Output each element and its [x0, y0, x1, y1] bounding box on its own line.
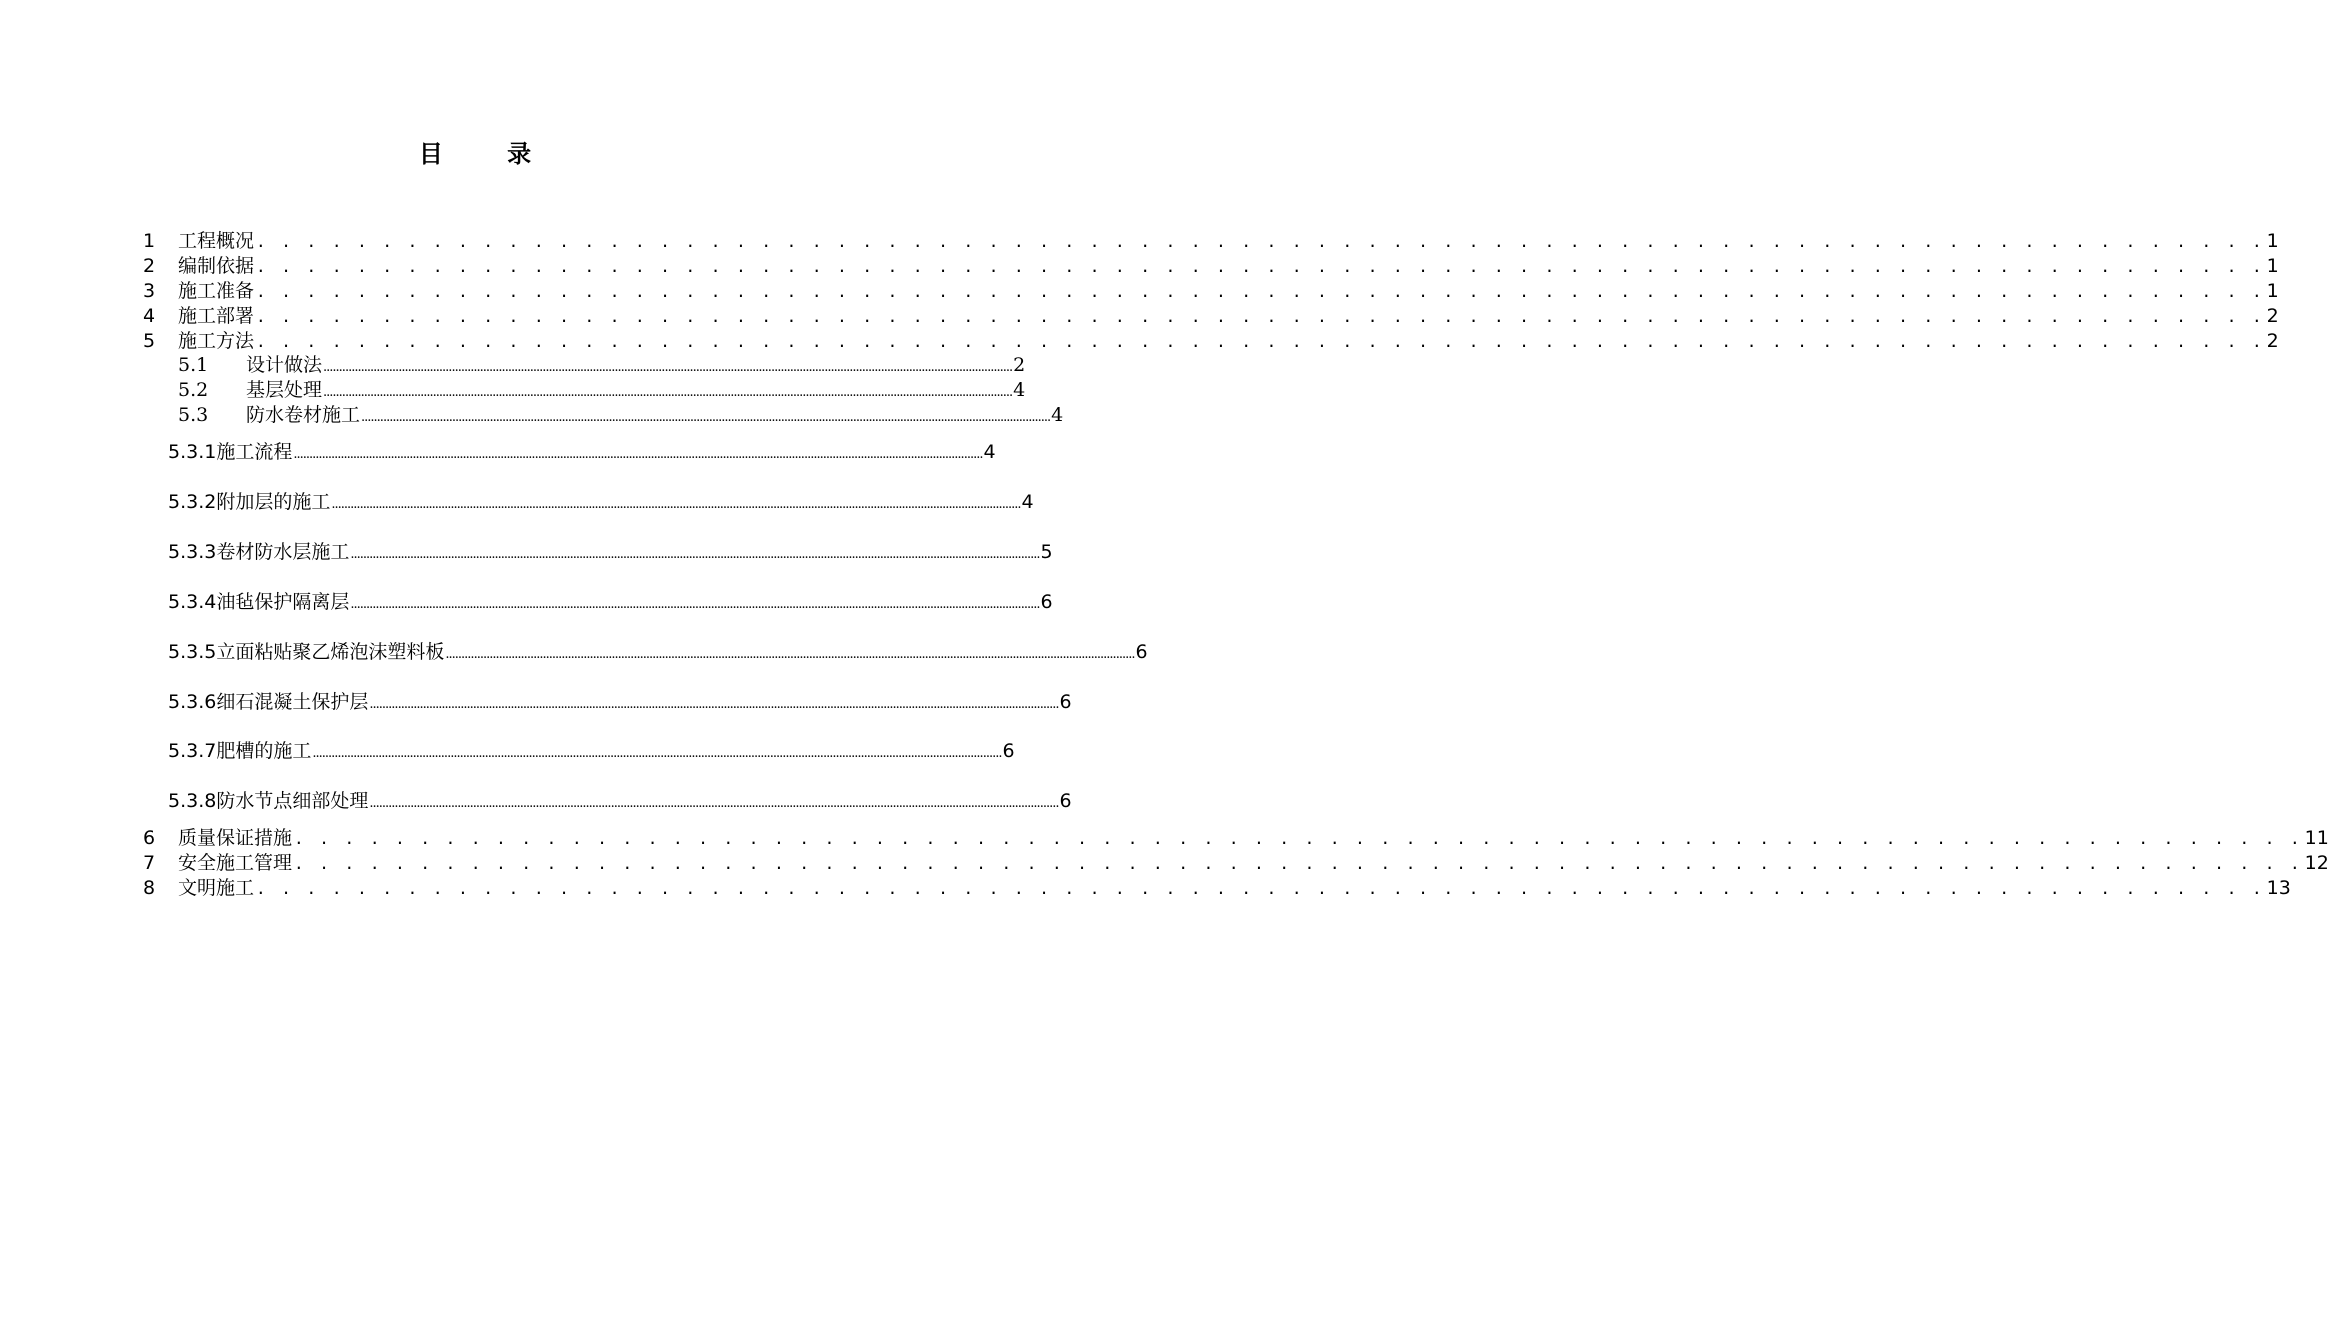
- toc-entry-number: 4: [143, 305, 156, 327]
- toc-entry-number: 6: [143, 827, 156, 849]
- toc-entry-number: 8: [143, 877, 156, 899]
- toc-entry-page: 5: [1040, 541, 1053, 563]
- toc-entry-page: 11: [2304, 827, 2329, 849]
- toc-entry-title: 安全施工管理: [178, 852, 293, 874]
- toc-entry[interactable]: [178, 400, 1064, 427]
- toc-entry-title: 油毡保护隔离层: [216, 591, 350, 613]
- toc-entry[interactable]: [143, 301, 2279, 328]
- toc-entry-number: 5.3.2: [168, 491, 217, 513]
- toc-entry-number: 5.1: [178, 354, 209, 376]
- toc-dot-leader: . . . . . . . . . . . . . . . . . . . . . . . . . . . . . . . . . . . . . . . . . . . . . . . . . . . . . . . . . . . . . . . . . . . . . . . . . . . . . . . .: [256, 282, 2265, 301]
- toc-entry-number: 5.2: [178, 379, 209, 401]
- toc-entry[interactable]: [168, 687, 1072, 714]
- toc-entry-number: 5.3: [178, 404, 209, 426]
- toc-entry[interactable]: [143, 326, 2279, 353]
- toc-entry-page: 4: [983, 441, 996, 463]
- toc-dot-leader: ............................................................................................................................................................................................................................: [323, 385, 1013, 400]
- toc-dot-leader: ............................................................................................................................................................................................................................: [369, 697, 1059, 712]
- toc-entry-number: 5.3.4: [168, 591, 217, 613]
- toc-entry-number: 3: [143, 280, 156, 302]
- toc-entry-title: 基层处理: [246, 379, 323, 401]
- toc-entry[interactable]: [168, 437, 996, 464]
- toc-entry[interactable]: [178, 350, 1026, 377]
- toc-entry-number: 5.3.8: [168, 790, 217, 812]
- toc-entry-title: 编制依据: [178, 255, 255, 277]
- toc-entry-number: 5.3.7: [168, 740, 217, 762]
- toc-entry-page: 2: [2266, 330, 2279, 352]
- toc-entry-number: 1: [143, 230, 156, 252]
- toc-entry-number: 5.3.3: [168, 541, 217, 563]
- toc-entry-title: 附加层的施工: [216, 491, 331, 513]
- toc-dot-leader: ............................................................................................................................................................................................................................: [361, 410, 1051, 425]
- toc-entry-number: 5.3.5: [168, 641, 217, 663]
- toc-entry-number: 5.3.6: [168, 691, 217, 713]
- toc-entry-title: 防水卷材施工: [246, 404, 361, 426]
- toc-entry-title: 防水节点细部处理: [216, 790, 369, 812]
- toc-entry-number: 5: [143, 330, 156, 352]
- toc-entry-page: 6: [1059, 691, 1072, 713]
- toc-entry[interactable]: [143, 823, 2329, 850]
- toc-entry[interactable]: [143, 873, 2291, 900]
- toc-entry[interactable]: [168, 587, 1053, 614]
- toc-entry[interactable]: [168, 487, 1034, 514]
- toc-entry[interactable]: [143, 226, 2279, 253]
- toc-entry[interactable]: [168, 637, 1148, 664]
- toc-entry-title: 细石混凝土保护层: [216, 691, 369, 713]
- toc-entry-title: 立面粘贴聚乙烯泡沫塑料板: [216, 641, 445, 663]
- toc-entry[interactable]: [143, 251, 2279, 278]
- toc-entry-page: 2: [2266, 305, 2279, 327]
- toc-dot-leader: ............................................................................................................................................................................................................................: [350, 547, 1040, 562]
- toc-entry-title: 施工准备: [178, 280, 255, 302]
- toc-entry-page: 6: [1002, 740, 1015, 762]
- toc-entry[interactable]: [168, 786, 1072, 813]
- page-title: 目 录: [418, 140, 560, 168]
- toc-entry-number: 7: [143, 852, 156, 874]
- toc-entry-title: 肥槽的施工: [216, 740, 312, 762]
- toc-entry[interactable]: [143, 276, 2279, 303]
- toc-dot-leader: . . . . . . . . . . . . . . . . . . . . . . . . . . . . . . . . . . . . . . . . . . . . . . . . . . . . . . . . . . . . . . . . . . . . . . . . . . . . . . . .: [256, 232, 2265, 251]
- toc-entry-title: 施工方法: [178, 330, 255, 352]
- toc-entry-page: 6: [1040, 591, 1053, 613]
- toc-entry-page: 1: [2266, 255, 2279, 277]
- toc-entry-title: 卷材防水层施工: [216, 541, 350, 563]
- toc-dot-leader: ............................................................................................................................................................................................................................: [312, 746, 1002, 761]
- toc-entry-title: 施工流程: [216, 441, 293, 463]
- toc-entry-page: 13: [2266, 877, 2291, 899]
- toc-entry-page: 4: [1013, 379, 1026, 401]
- toc-entry-title: 工程概况: [178, 230, 255, 252]
- toc-dot-leader: . . . . . . . . . . . . . . . . . . . . . . . . . . . . . . . . . . . . . . . . . . . . . . . . . . . . . . . . . . . . . . . . . . . . . . . . . . . . . . . .: [294, 854, 2303, 873]
- toc-entry[interactable]: [168, 537, 1053, 564]
- toc-entry[interactable]: [178, 375, 1026, 402]
- toc-entry-title: 文明施工: [178, 877, 255, 899]
- toc-entry-page: 1: [2266, 280, 2279, 302]
- toc-dot-leader: . . . . . . . . . . . . . . . . . . . . . . . . . . . . . . . . . . . . . . . . . . . . . . . . . . . . . . . . . . . . . . . . . . . . . . . . . . . . . . . .: [256, 257, 2265, 276]
- toc-entry-number: 2: [143, 255, 156, 277]
- toc-dot-leader: ............................................................................................................................................................................................................................: [331, 497, 1021, 512]
- toc-dot-leader: . . . . . . . . . . . . . . . . . . . . . . . . . . . . . . . . . . . . . . . . . . . . . . . . . . . . . . . . . . . . . . . . . . . . . . . . . . . . . . . .: [256, 879, 2265, 898]
- toc-entry-number: 5.3.1: [168, 441, 217, 463]
- toc-entry[interactable]: [168, 736, 1015, 763]
- toc-entry-page: 6: [1135, 641, 1148, 663]
- toc-entry-page: 2: [1013, 354, 1026, 376]
- toc-entry-page: 6: [1059, 790, 1072, 812]
- toc-dot-leader: . . . . . . . . . . . . . . . . . . . . . . . . . . . . . . . . . . . . . . . . . . . . . . . . . . . . . . . . . . . . . . . . . . . . . . . . . . . . . . . .: [256, 332, 2265, 351]
- toc-dot-leader: ............................................................................................................................................................................................................................: [293, 447, 983, 462]
- toc-dot-leader: ............................................................................................................................................................................................................................: [445, 647, 1135, 662]
- toc-dot-leader: ............................................................................................................................................................................................................................: [369, 796, 1059, 811]
- toc-entry-page: 4: [1021, 491, 1034, 513]
- toc-dot-leader: . . . . . . . . . . . . . . . . . . . . . . . . . . . . . . . . . . . . . . . . . . . . . . . . . . . . . . . . . . . . . . . . . . . . . . . . . . . . . . . .: [256, 307, 2265, 326]
- toc-entry-page: 12: [2304, 852, 2329, 874]
- toc-entry-title: 施工部署: [178, 305, 255, 327]
- toc-dot-leader: ............................................................................................................................................................................................................................: [350, 597, 1040, 612]
- toc-entry-page: 4: [1051, 404, 1064, 426]
- toc-entry-title: 设计做法: [246, 354, 323, 376]
- toc-entry[interactable]: [143, 848, 2329, 875]
- toc-entry-page: 1: [2266, 230, 2279, 252]
- toc-dot-leader: . . . . . . . . . . . . . . . . . . . . . . . . . . . . . . . . . . . . . . . . . . . . . . . . . . . . . . . . . . . . . . . . . . . . . . . . . . . . . . . .: [294, 829, 2303, 848]
- toc-entry-title: 质量保证措施: [178, 827, 293, 849]
- toc-dot-leader: ............................................................................................................................................................................................................................: [323, 360, 1013, 375]
